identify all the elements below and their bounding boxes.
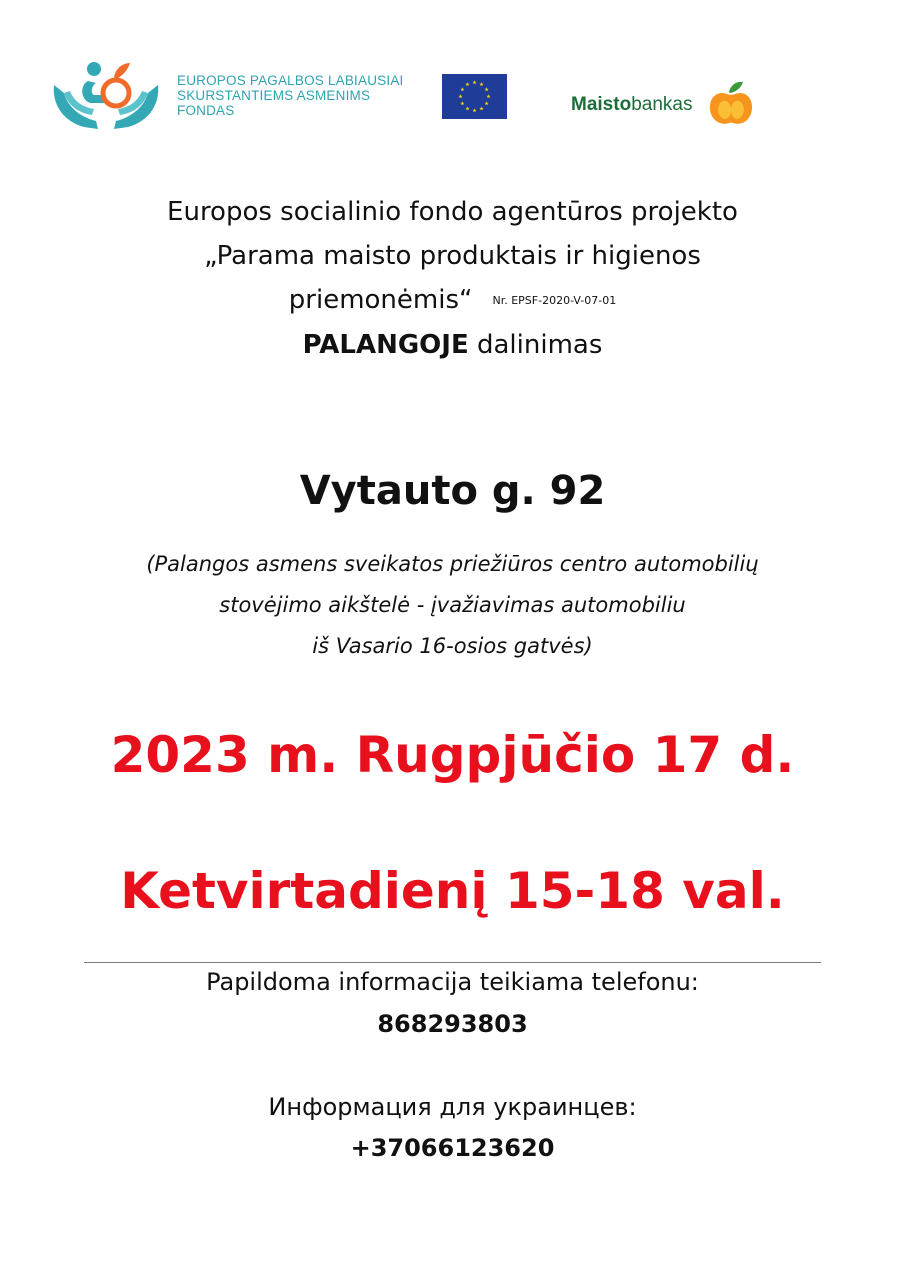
maistobankas-wordmark: Maistobankas <box>571 94 693 115</box>
fund-logo-icon <box>50 55 162 133</box>
project-line: Europos socialinio fondo agentūros projekto <box>167 197 738 227</box>
distribution-label: dalinimas <box>476 330 603 360</box>
header <box>0 0 905 150</box>
project-line: „Parama maisto produktais ir higienos <box>204 241 701 271</box>
location-note-line: (Palangos asmens sveikatos priežiūros centro automobilių <box>146 552 759 576</box>
address: Vytauto g. 92 <box>299 468 606 514</box>
event-date: 2023 m. Rugpjūčio 17 d. <box>110 726 795 784</box>
divider <box>84 962 821 963</box>
location-note-line: stovėjimo aikštelė - įvažiavimas automobiliu <box>219 593 686 617</box>
contact-phone: 868293803 <box>377 1010 528 1038</box>
project-line <box>0 278 905 323</box>
distribution-location <box>0 323 905 367</box>
apple-icon <box>709 80 753 126</box>
city-name: PALANGOJE <box>302 330 469 360</box>
fund-name <box>177 73 437 118</box>
location-note-line: iš Vasario 16-osios gatvės) <box>312 634 593 658</box>
fund-name-line: EUROPOS PAGALBOS LABIAUSIAI <box>177 73 404 88</box>
maistobankas-logo <box>571 78 761 126</box>
project-number: Nr. EPSF-2020-V-07-01 <box>492 294 617 307</box>
project-line-text: priemonėmis“ <box>288 285 473 315</box>
location-note <box>0 544 905 667</box>
project-title <box>0 190 905 367</box>
event-time: Ketvirtadienį 15-18 val. <box>120 862 785 920</box>
eu-flag-icon <box>442 74 507 119</box>
fund-name-line: FONDAS <box>177 103 235 118</box>
ukrainian-contact-phone: +37066123620 <box>350 1134 555 1162</box>
ukrainian-contact-label: Информация для украинцев: <box>268 1093 637 1121</box>
contact-label: Papildoma informacija teikiama telefonu: <box>206 968 699 996</box>
fund-name-line: SKURSTANTIEMS ASMENIMS <box>177 88 371 103</box>
